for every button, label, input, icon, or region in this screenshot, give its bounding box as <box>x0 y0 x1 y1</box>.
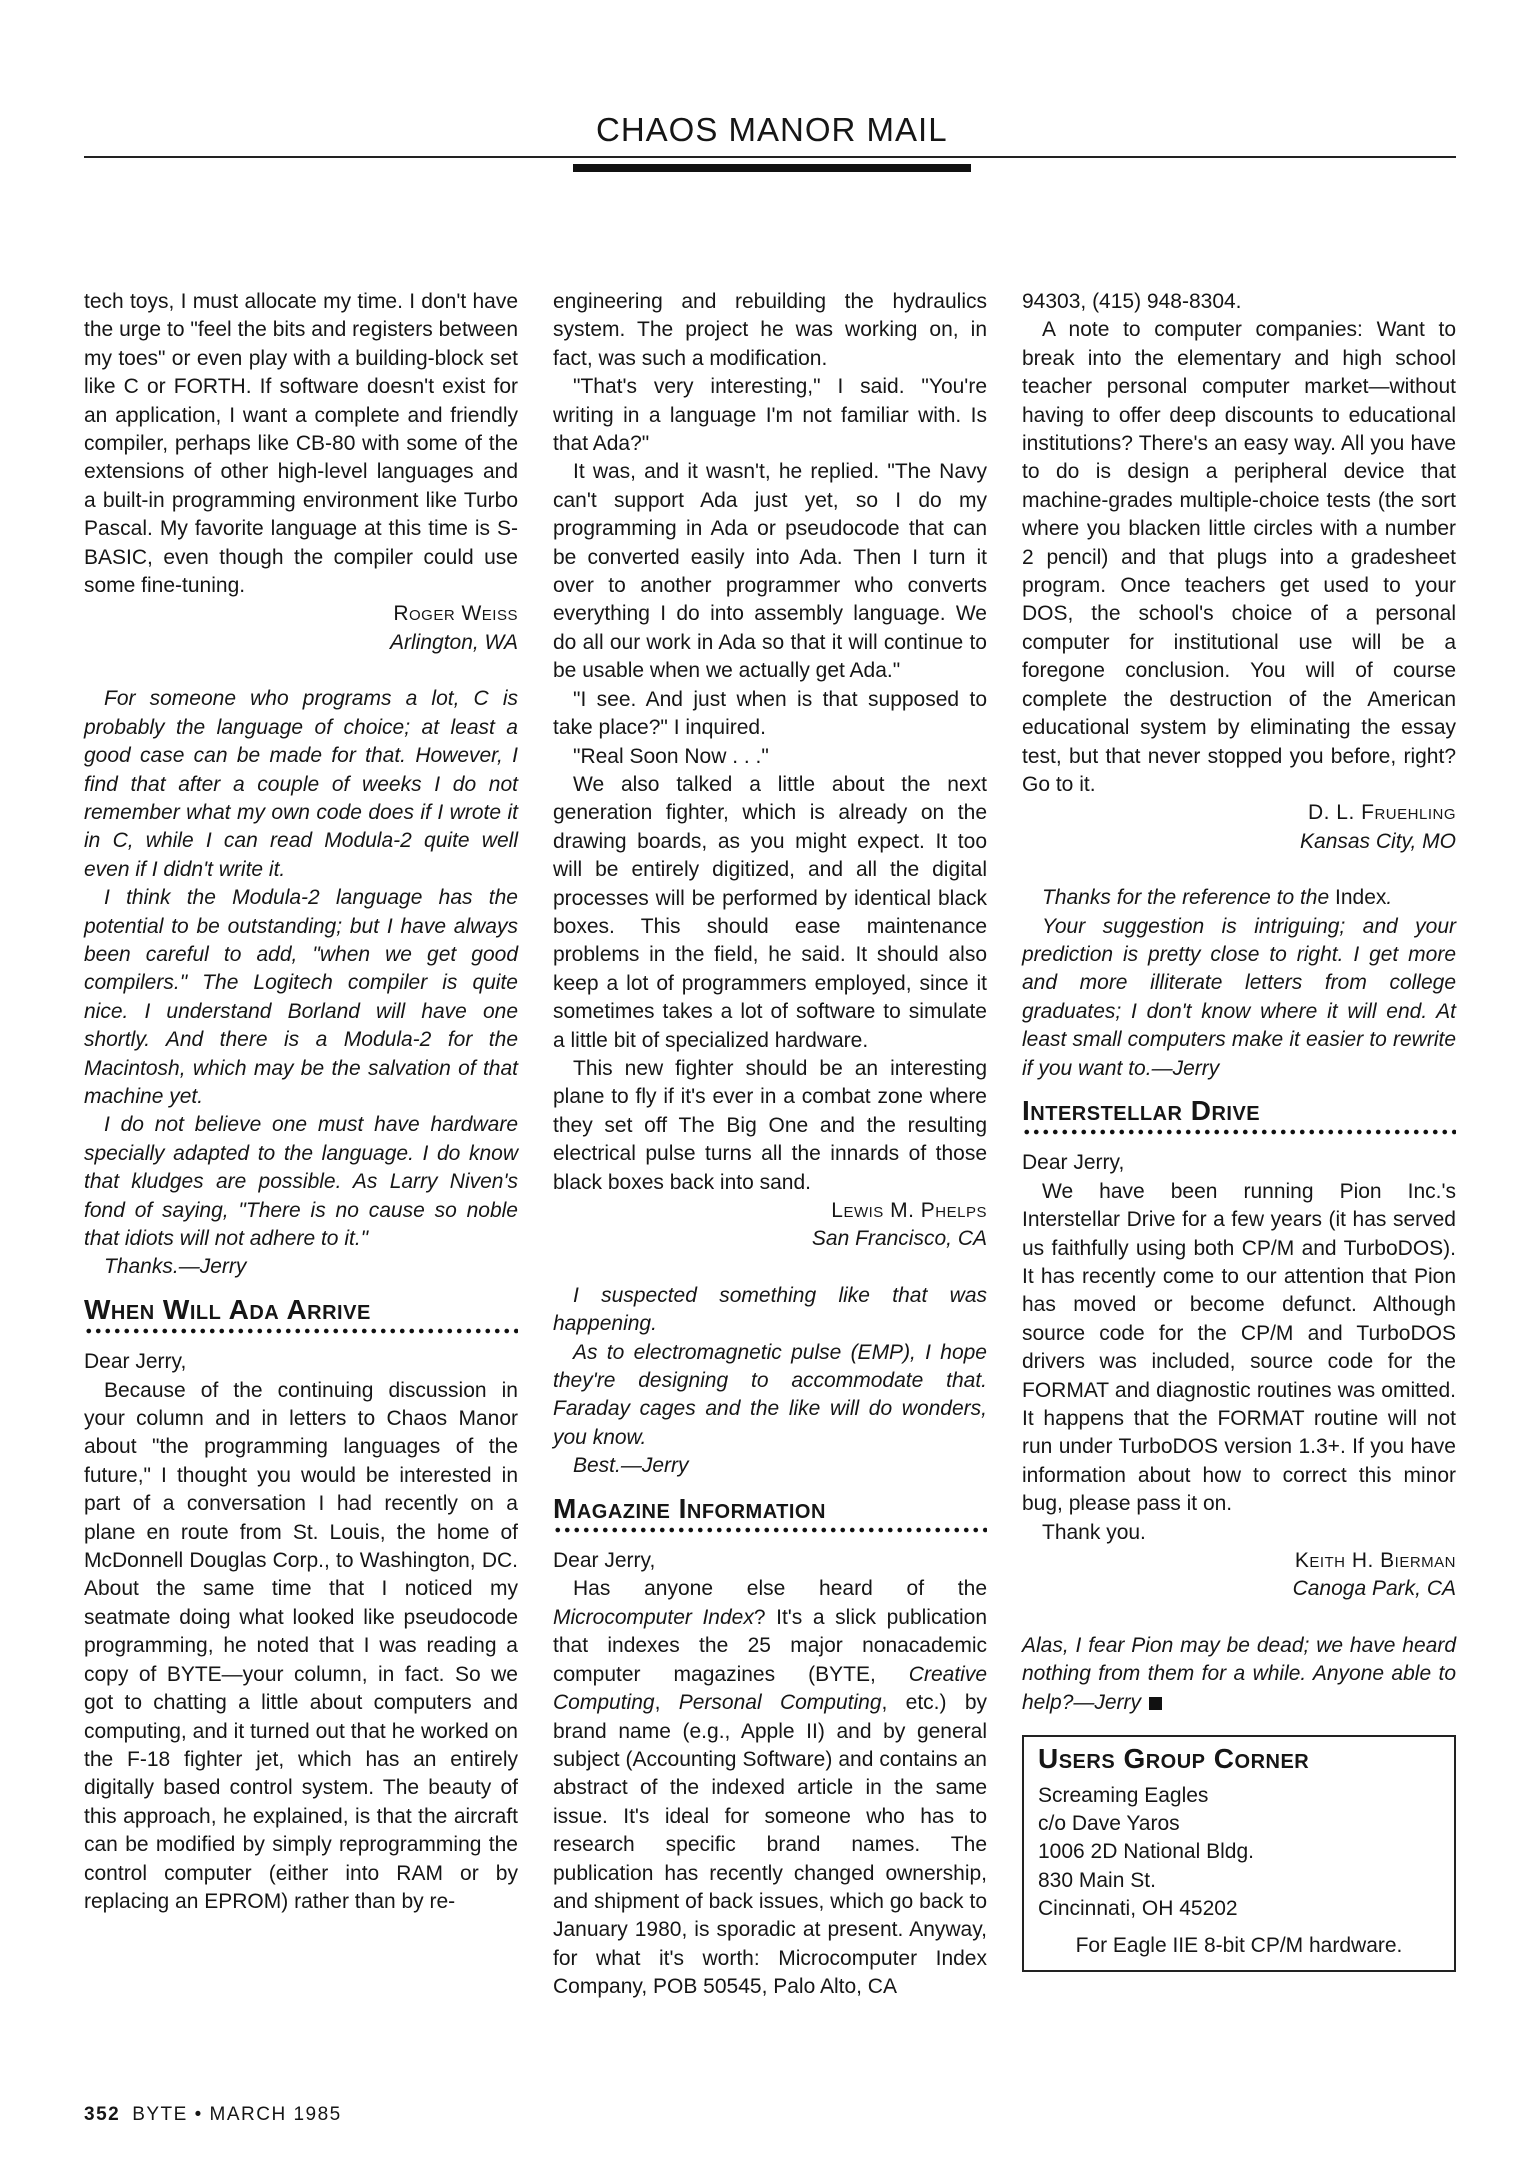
salutation: Dear Jerry, <box>84 1350 187 1374</box>
reply-paragraph: I do not believe one must have hardware specially adapted to the language. I do know that kludges are possible. As Larry Niven's fond of saying, "There is no cause so noble that idiots will not adhere to it." <box>84 1113 518 1250</box>
publication-info: BYTE • MARCH 1985 <box>132 2104 342 2125</box>
header-bar <box>573 164 971 172</box>
letter-paragraph: A note to computer companies: Want to break into the elementary and high school teacher personal computer market—without having to offer deep discounts to educational institutions? There's an easy way. All you have to do is design a peripheral device that machine-grades multiple-choice tests (the sort where you blacken little circles with a number 2 pencil) and that plugs into a gradesheet program. Once teachers get used to your DOS, the school's choice of a personal computer for institutional use will be a foregone conclusion. You will of course complete the destruction of the American educational system by eliminating the essay test, but that never stopped you before, right? Go to it. <box>1022 318 1456 796</box>
letter-paragraph: Thank you. <box>1042 1520 1146 1544</box>
column-3 <box>1022 288 1456 1972</box>
signature-place: San Francisco, CA <box>811 1227 987 1251</box>
header-rule <box>84 156 1456 158</box>
section-title: CHAOS MANOR MAIL <box>596 111 948 148</box>
signature-name: Keith H. Bierman <box>1294 1549 1456 1573</box>
letter-paragraph: We also talked a little about the next generation fighter, which is already on the drawing boards, as you might expect. It too will be entirely digitized, and all the digital processes will be performed by identical black boxes. This should ease maintenance problems in the field, he said. It should also keep a lot of programmers employed, since it sometimes takes a lot of software to simulate a little bit of specialized hardware. <box>553 772 987 1052</box>
letter-paragraph: "That's very interesting," I said. "You're writing in a language I'm not familiar with. Is that Ada?" <box>553 375 987 456</box>
box-title: Users Group Corner <box>1038 1743 1310 1775</box>
signature-place: Kansas City, MO <box>1300 829 1456 853</box>
salutation: Dear Jerry, <box>553 1549 656 1573</box>
reply-paragraph: Your suggestion is intriguing; and your prediction is pretty close to right. I get more and more illiterate letters from college graduates; I don't know where it will end. At least small computers make it easier to rewrite if you want to.—Jerry <box>1022 914 1456 1080</box>
letter-paragraph: "I see. And just when is that supposed to take place?" I inquired. <box>553 687 987 740</box>
magazine-title: Personal Computing <box>678 1691 882 1715</box>
end-mark-icon <box>1149 1697 1162 1710</box>
letter-paragraph: "Real Soon Now . . ." <box>573 744 769 768</box>
reply-paragraph: For someone who programs a lot, C is probably the language of choice; at least a good case can be made for that. However, I find that after a couple of weeks I do not remember what my own code does if I wrote it in C, while I can read Modula-2 quite well even if I didn't write it. <box>84 687 518 881</box>
address-line: c/o Dave Yaros <box>1038 1811 1180 1835</box>
reply-paragraph: Thanks for the reference to the Index. <box>1042 886 1393 910</box>
page-footer <box>84 2104 342 2126</box>
publication-title: Microcomputer Index <box>553 1605 754 1629</box>
signature-name: D. L. Fruehling <box>1307 801 1456 825</box>
address-line: 830 Main St. <box>1038 1868 1156 1892</box>
letter-paragraph: engineering and rebuilding the hydraulics system. The project he was working on, in fact, was such a modification. <box>553 290 987 370</box>
dotted-rule <box>84 1326 518 1336</box>
index-title: Index <box>1335 886 1387 910</box>
letter-paragraph: It was, and it wasn't, he replied. "The Navy can't support Ada just yet, so I do my programming in Ada or pseudocode that can be converted easily into Ada. Then I turn it over to another programmer who converts everything I do into assembly language. We do all our work in Ada so that it will continue to be usable when we actually get Ada." <box>553 460 987 683</box>
letter-paragraph: Has anyone else heard of the Microcomputer Index? It's a slick publication that indexes the 25 major nonacademic computer magazines (BYTE, Creative Computing, Personal Computing, etc.) by brand name (e.g., Apple II) and by general subject (Accounting Software) and contains an abstract of the indexed article in the same issue. It's ideal for someone who has to research specific brand names. The publication has recently changed ownership, and shipment of back issues, which go back to January 1980, is sporadic at present. Anyway, for what it's worth: Microcomputer Index Company, POB 50545, Palo Alto, CA <box>553 1577 988 1999</box>
address-line: 1006 2D National Bldg. <box>1038 1840 1254 1864</box>
signature-name: Lewis M. Phelps <box>831 1199 987 1222</box>
signature-name: Roger Weiss <box>393 602 518 626</box>
letter-paragraph: 94303, (415) 948-8304. <box>1022 290 1242 313</box>
section-heading: Magazine Information <box>553 1492 826 1524</box>
reply-paragraph: I think the Modula-2 language has the potential to be outstanding; but I have always been careful to add, "when we get good compilers." The Logitech compiler is quite nice. I understand Borland will have one shortly. And there is a Modula-2 for the Macintosh, which may be the salvation of that machine yet. <box>84 886 518 1108</box>
column-1 <box>84 288 518 1916</box>
reply-paragraph: Alas, I fear Pion may be dead; we have heard nothing from them for a while. Anyone able to help?—Jerry <box>1022 1633 1456 1714</box>
section-heading: When Will Ada Arrive <box>84 1293 371 1325</box>
dotted-rule <box>553 1525 987 1535</box>
reply-paragraph: As to electromagnetic pulse (EMP), I hope they're designing to accommodate that. Faraday cages and the like will do wonders, you know. <box>553 1340 987 1449</box>
box-note: For Eagle IIE 8-bit CP/M hardware. <box>1075 1933 1403 1957</box>
salutation: Dear Jerry, <box>1022 1151 1125 1175</box>
column-2 <box>553 288 987 2002</box>
reply-paragraph: I suspected something like that was happening. <box>553 1283 987 1336</box>
letter-paragraph: This new fighter should be an interesting plane to fly if it's ever in a combat zone where they set off The Big One and the resulting electrical pulse turns all the innards of those black boxes back into sand. <box>553 1056 987 1194</box>
letter-paragraph: Because of the continuing discussion in your column and in letters to Chaos Manor about "the programming languages of the future," I thought you would be interested in part of a conversation I had recently on a plane en route from St. Louis, the home of McDonnell Douglas Corp., to Washington, DC. About the same time that I noticed my seatmate doing what looked like pseudocode programming, he noted that I was reading a copy of BYTE—your column, in fact. So we got to chatting a little about computers and computing, and it turned out that he worked on the F-18 fighter jet, which has an entirely digitally based control system. The beauty of this approach, he explained, is that the aircraft can be modified by simply reprogramming the control computer (either into RAM or by replacing an EPROM) rather than by re- <box>84 1378 518 1913</box>
signature-place: Arlington, WA <box>390 630 518 654</box>
dotted-rule <box>1022 1127 1456 1137</box>
address-line: Screaming Eagles <box>1038 1783 1209 1807</box>
letter-paragraph: tech toys, I must allocate my time. I don't have the urge to "feel the bits and registers between my toes" or even play with a building-block set like C or FORTH. If software doesn't exist for an application, I want a complete and friendly compiler, perhaps like CB-80 with some of the extensions of other high-level languages and a built-in programming environment like Turbo Pascal. My favorite language at this time is S-BASIC, even though the compiler could use some fine-tuning. <box>84 290 518 598</box>
users-group-box <box>1022 1735 1456 1972</box>
magazine-title: Creative Computing <box>553 1662 987 1715</box>
signature-place: Canoga Park, CA <box>1292 1577 1456 1601</box>
reply-signoff: Thanks.—Jerry <box>104 1255 247 1279</box>
section-heading: Interstellar Drive <box>1022 1094 1261 1126</box>
reply-signoff: Best.—Jerry <box>573 1454 689 1478</box>
letter-paragraph: We have been running Pion Inc.'s Interstellar Drive for a few years (it has served us faithfully using both CP/M and TurboDOS). It has recently come to our attention that Pion has moved or become defunct. Although source code for the CP/M and TurboDOS drivers was included, source code for the FORMAT and diagnostic routines was omitted. It happens that the FORMAT routine will not run under TurboDOS version 1.3+. If you have information about how to correct this minor bug, please pass it on. <box>1022 1179 1456 1516</box>
page-number: 352 <box>84 2104 121 2125</box>
address-line: Cincinnati, OH 45202 <box>1038 1897 1238 1921</box>
